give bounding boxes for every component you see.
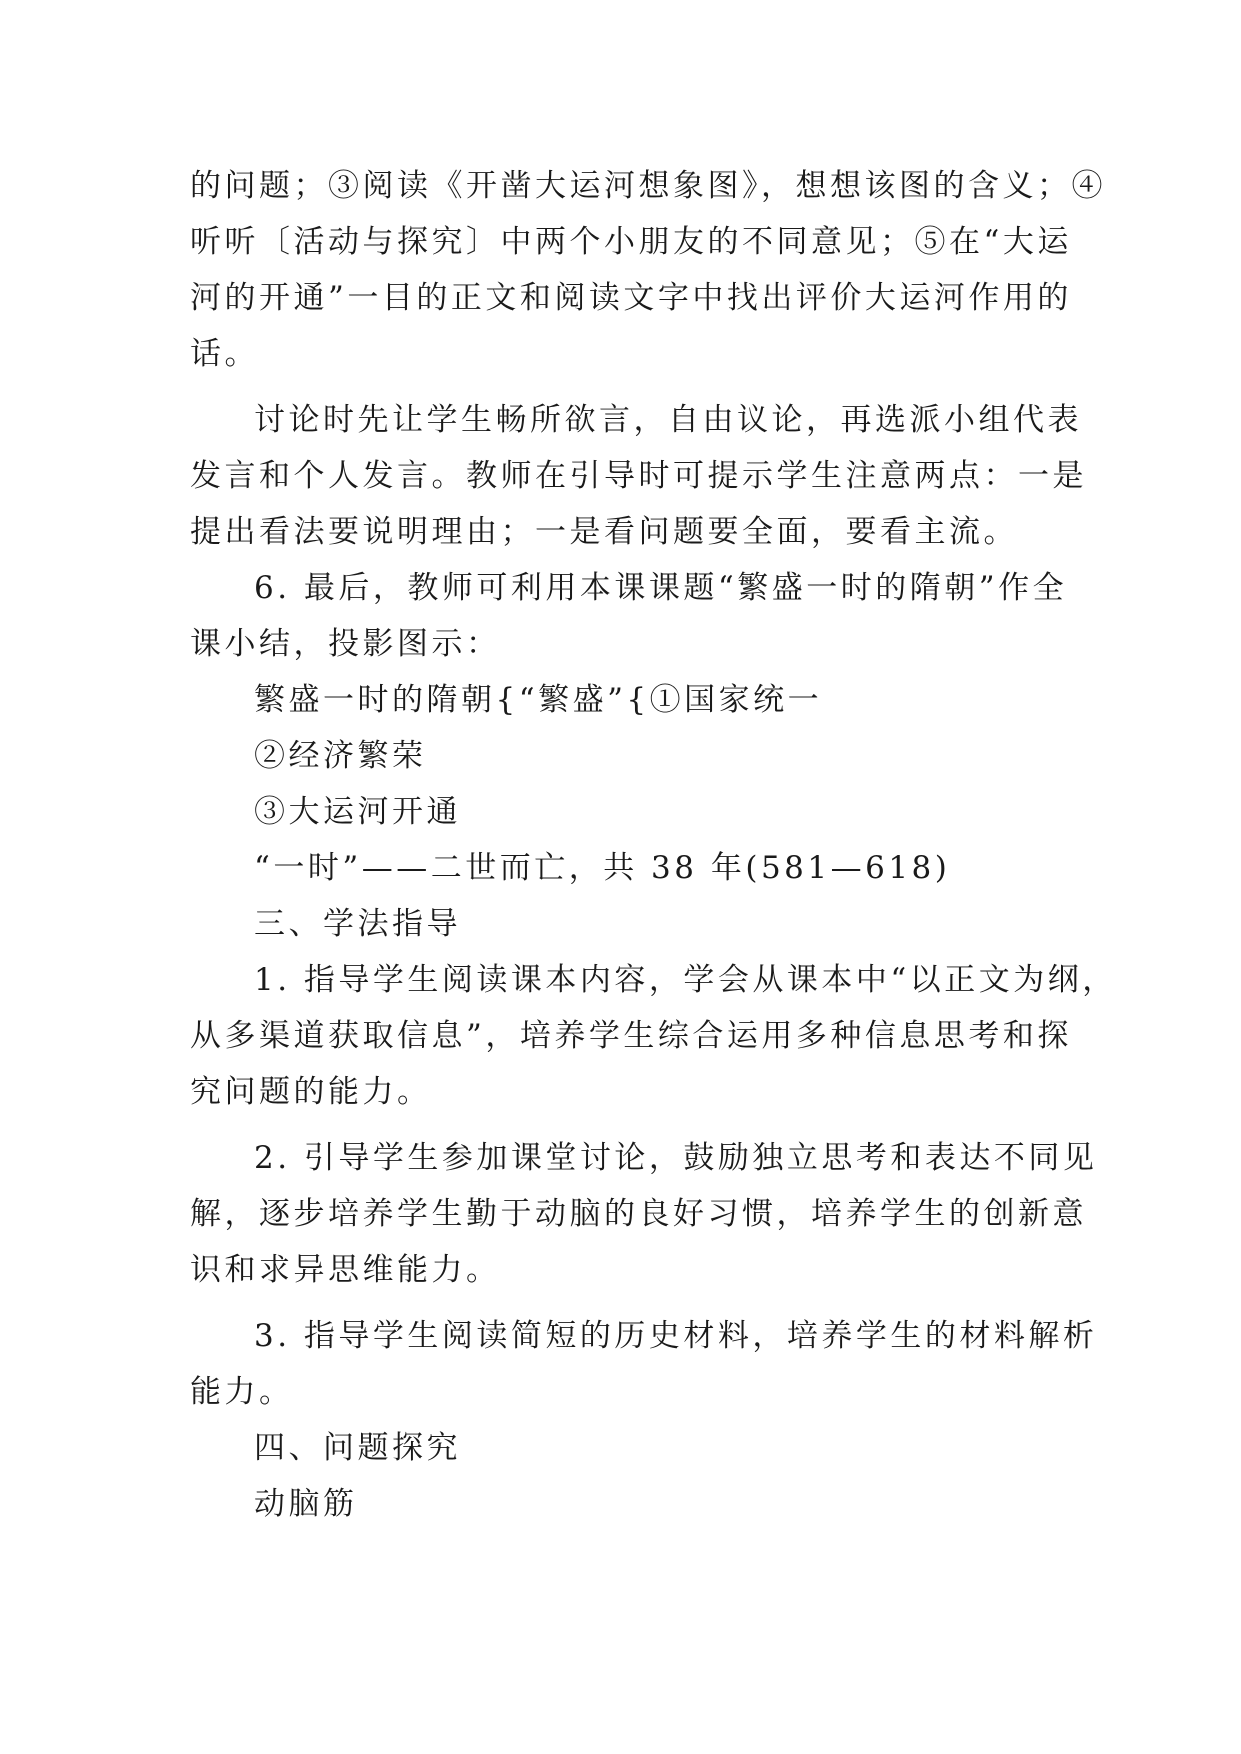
- text-line: 课小结，投影图示：: [190, 626, 501, 662]
- subsection-heading: 动脑筋: [254, 1486, 358, 1522]
- paragraph-start-line: 1. 指导学生阅读课本内容，学会从课本中“以正文为纲，: [254, 962, 1117, 998]
- text-line: 话。: [190, 336, 259, 372]
- text-line: 解，逐步培养学生勤于动脑的良好习惯，培养学生的创新意: [190, 1196, 1087, 1232]
- text-line: 从多渠道获取信息”，培养学生综合运用多种信息思考和探: [190, 1018, 1072, 1054]
- text-line: 究问题的能力。: [190, 1074, 432, 1110]
- text-line: 提出看法要说明理由；一是看问题要全面，要看主流。: [190, 514, 1018, 550]
- paragraph-start-line: 2. 引导学生参加课堂讨论，鼓励独立思考和表达不同见: [254, 1140, 1098, 1176]
- text-line: 河的开通”一目的正文和阅读文字中找出评价大运河作用的: [190, 280, 1072, 316]
- text-line: 听听〔活动与探究〕中两个小朋友的不同意见；⑤在“大运: [190, 224, 1072, 260]
- text-line: 能力。: [190, 1374, 294, 1410]
- text-line: 发言和个人发言。教师在引导时可提示学生注意两点：一是: [190, 458, 1087, 494]
- diagram-summary-line: ②经济繁荣: [254, 738, 427, 774]
- section-heading: 三、学法指导: [254, 906, 461, 942]
- paragraph-start-line: 6. 最后，教师可利用本课课题“繁盛一时的隋朝”作全: [254, 570, 1068, 606]
- diagram-summary-line: ③大运河开通: [254, 794, 461, 830]
- text-line: 的问题；③阅读《开凿大运河想象图》，想想该图的含义；④: [190, 168, 1106, 204]
- section-heading: 四、问题探究: [254, 1430, 461, 1466]
- diagram-summary-line: “一时”——二世而亡，共 38 年(581—618): [254, 850, 951, 886]
- text-line: 识和求异思维能力。: [190, 1252, 501, 1288]
- paragraph-start-line: 讨论时先让学生畅所欲言，自由议论，再选派小组代表: [254, 402, 1082, 438]
- diagram-summary-line: 繁盛一时的隋朝{“繁盛”{①国家统一: [254, 682, 823, 718]
- paragraph-start-line: 3. 指导学生阅读简短的历史材料，培养学生的材料解析: [254, 1318, 1098, 1354]
